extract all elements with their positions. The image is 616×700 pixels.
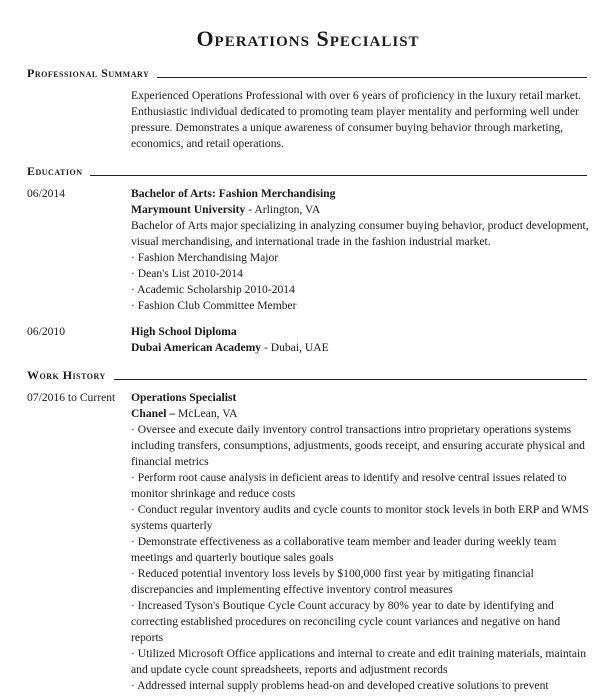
degree-name: High School Diploma xyxy=(131,325,237,338)
resume-title: Operations Specialist xyxy=(196,26,420,51)
job-title: Operations Specialist xyxy=(131,391,237,404)
bullet-item: · Academic Scholarship 2010-2014 xyxy=(131,283,295,296)
work-entry xyxy=(131,390,591,694)
education-entry xyxy=(131,324,591,356)
school-location: - Arlington, VA xyxy=(245,203,321,216)
bullet-item: · Dean's List 2010-2014 xyxy=(131,267,243,280)
work-date: 07/2016 to Current xyxy=(27,391,116,404)
section-divider xyxy=(90,175,587,176)
education-bullets xyxy=(131,250,591,314)
company-location: McLean, VA xyxy=(175,407,238,420)
section-divider xyxy=(114,379,587,380)
school-name: Marymount University xyxy=(131,203,246,216)
work-bullets xyxy=(131,422,591,694)
education-date: 06/2010 xyxy=(27,325,66,338)
bullet-item: · Fashion Merchandising Major xyxy=(131,251,279,264)
bullet-item: · Demonstrate effectiveness as a collaborative team member and leader during weekly team meetings and quarterly boutique sales goals xyxy=(131,535,557,564)
company-line xyxy=(131,406,591,422)
education-date: 06/2014 xyxy=(27,187,66,200)
section-title-education: Education xyxy=(27,164,83,178)
section-header-work xyxy=(27,368,587,382)
education-entry xyxy=(131,186,591,314)
bullet-item: · Conduct regular inventory audits and cycle counts to monitor stock levels in both ERP and WMS systems quarterly xyxy=(131,503,589,532)
section-title-work: Work History xyxy=(27,368,106,382)
degree-name: Bachelor of Arts xyxy=(131,187,212,200)
bullet-item: · Fashion Club Committee Member xyxy=(131,299,297,312)
degree-field: Fashion Merchandising xyxy=(218,187,336,200)
school-line xyxy=(131,340,591,356)
bullet-item: · Oversee and execute daily inventory control transactions intro proprietary operations systems including transfers, consumptions, adjustments, goods receipt, and ensuring accurate physical and financial metrics xyxy=(131,423,585,468)
school-line xyxy=(131,202,591,218)
bullet-item: · Addressed internal supply problems head-on and developed creative solutions to prevent xyxy=(131,679,549,692)
bullet-item: · Perform root cause analysis in deficient areas to identify and resolve central issues related to monitor shrinkage and reduce costs xyxy=(131,471,567,500)
section-title-summary: Professional Summary xyxy=(27,66,150,80)
school-location: - Dubai, UAE xyxy=(261,341,329,354)
section-header-education xyxy=(27,164,587,178)
company-name: Chanel – xyxy=(131,407,176,420)
degree-line: Bachelor of Arts: Fashion Merchandising xyxy=(131,187,336,200)
section-header-summary xyxy=(27,66,587,80)
bullet-item: · Utilized Microsoft Office applications and internal to create and edit training materials, maintain and update cycle count spreadsheets, reports and adjustment records xyxy=(131,647,587,676)
section-divider xyxy=(157,77,587,78)
school-name: Dubai American Academy xyxy=(131,341,262,354)
bullet-item: · Increased Tyson's Boutique Cycle Count accuracy by 80% year to date by identifying and correcting established procedures on reconciling cycle count variances and negative on hand reports xyxy=(131,599,561,644)
bullet-item: · Reduced potential inventory loss levels by $100,000 first year by mitigating financial discrepancies and implementing effective inventory control measures xyxy=(131,567,534,596)
degree-description: Bachelor of Arts major specializing in analyzing consumer buying behavior, product development, visual merchandising, and international trade in the fashion industrial market. xyxy=(131,219,589,248)
summary-text: Experienced Operations Professional with over 6 years of proficiency in the luxury retail market. Enthusiastic individual dedicated to promoting team player mentality and performing well under pressure. Demonstrates a unique awareness of consumer buying behavior through marketing, economics, and retail operations. xyxy=(131,89,582,150)
